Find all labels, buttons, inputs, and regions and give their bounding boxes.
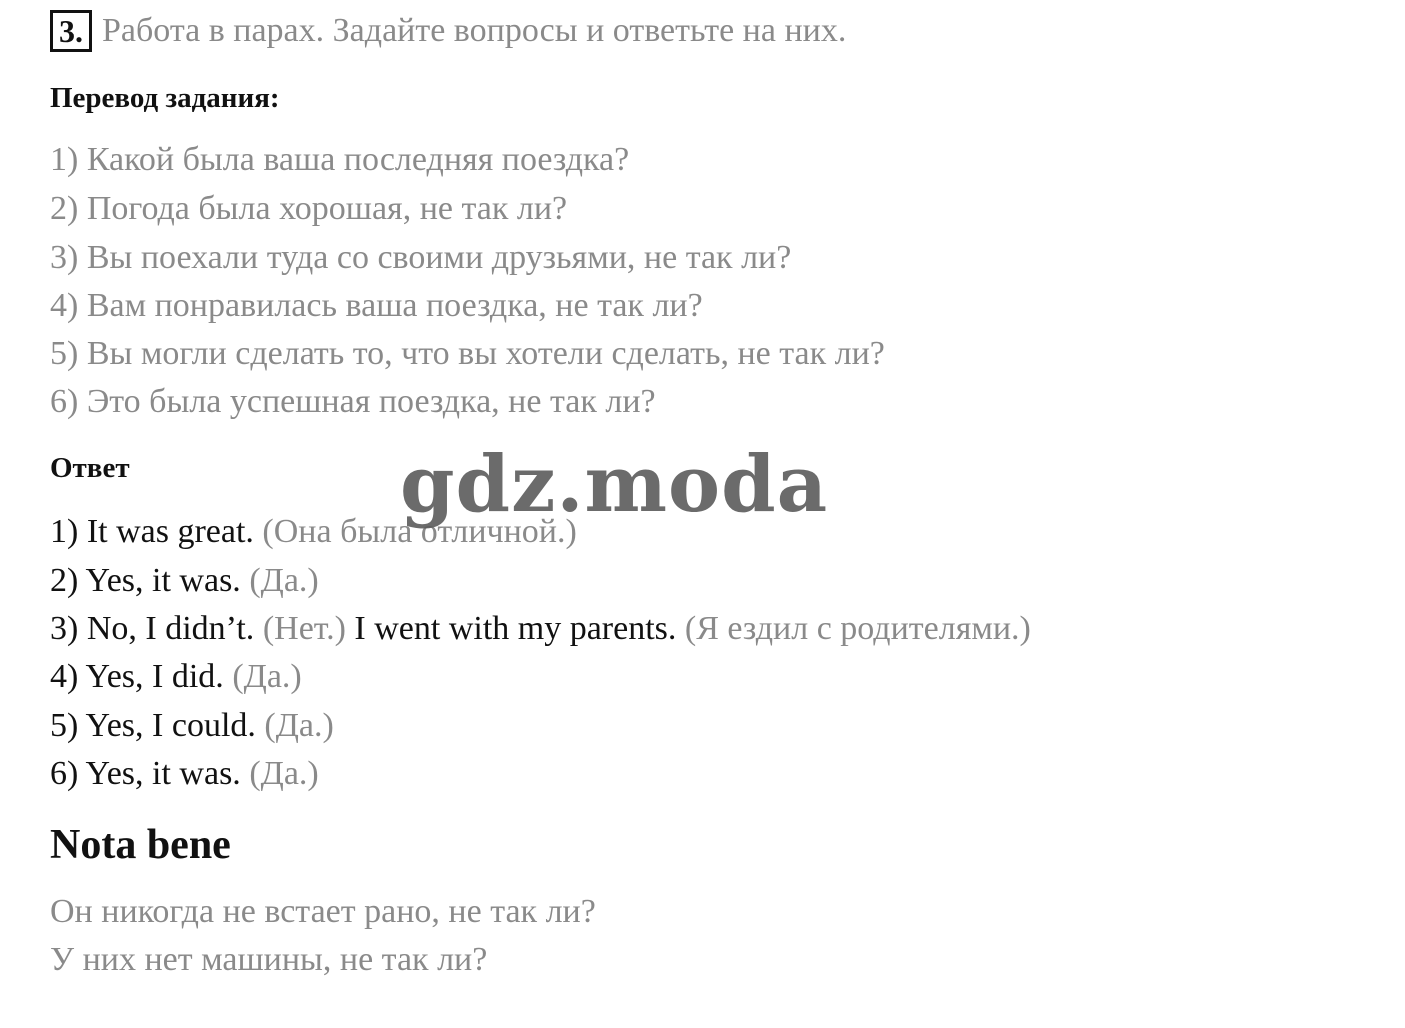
- answer-english-extra: I went with my parents.: [354, 610, 677, 647]
- task-header: [50, 10, 846, 52]
- answer-russian-extra: (Я ездил с родителями.): [684, 610, 1031, 647]
- answer-russian: (Нет.): [262, 610, 346, 647]
- answer-english: 4) Yes, I did.: [50, 658, 224, 695]
- answer-english: 2) Yes, it was.: [50, 562, 241, 599]
- task-title: Работа в парах. Задайте вопросы и ответьте на них.: [102, 12, 847, 49]
- answer-russian: (Да.): [264, 707, 334, 744]
- answer-russian: (Да.): [249, 562, 319, 599]
- answer-line: [50, 752, 319, 796]
- answer-line: [50, 655, 302, 699]
- watermark-logo: gdz.moda: [400, 439, 829, 530]
- translation-line: 2) Погода была хорошая, не так ли?: [50, 190, 568, 227]
- answer-russian: (Она была отличной.): [262, 513, 577, 550]
- nota-bene-line: Он никогда не встает рано, не так ли?: [50, 893, 596, 930]
- answer-heading: Ответ: [50, 452, 130, 484]
- task-number: 3.: [50, 10, 92, 52]
- translation-line: 5) Вы могли сделать то, что вы хотели сделать, не так ли?: [50, 335, 885, 372]
- nota-bene-line: У них нет машины, не так ли?: [50, 941, 488, 978]
- nota-bene-heading: Nota bene: [50, 822, 231, 868]
- answer-english: 3) No, I didn’t.: [50, 610, 255, 647]
- answer-russian: (Да.): [232, 658, 302, 695]
- answer-english: 6) Yes, it was.: [50, 755, 241, 792]
- translation-heading: Перевод задания:: [50, 82, 280, 114]
- translation-line: 4) Вам понравилась ваша поездка, не так ли?: [50, 287, 703, 324]
- translation-line: 3) Вы поехали туда со своими друзьями, не так ли?: [50, 239, 792, 276]
- answer-line: [50, 559, 319, 603]
- answer-line: [50, 607, 1031, 651]
- answer-russian: (Да.): [249, 755, 319, 792]
- answer-english: 1) It was great.: [50, 513, 254, 550]
- translation-line: 1) Какой была ваша последняя поездка?: [50, 141, 630, 178]
- answer-english: 5) Yes, I could.: [50, 707, 256, 744]
- answer-line: [50, 704, 334, 748]
- translation-line: 6) Это была успешная поездка, не так ли?: [50, 383, 656, 420]
